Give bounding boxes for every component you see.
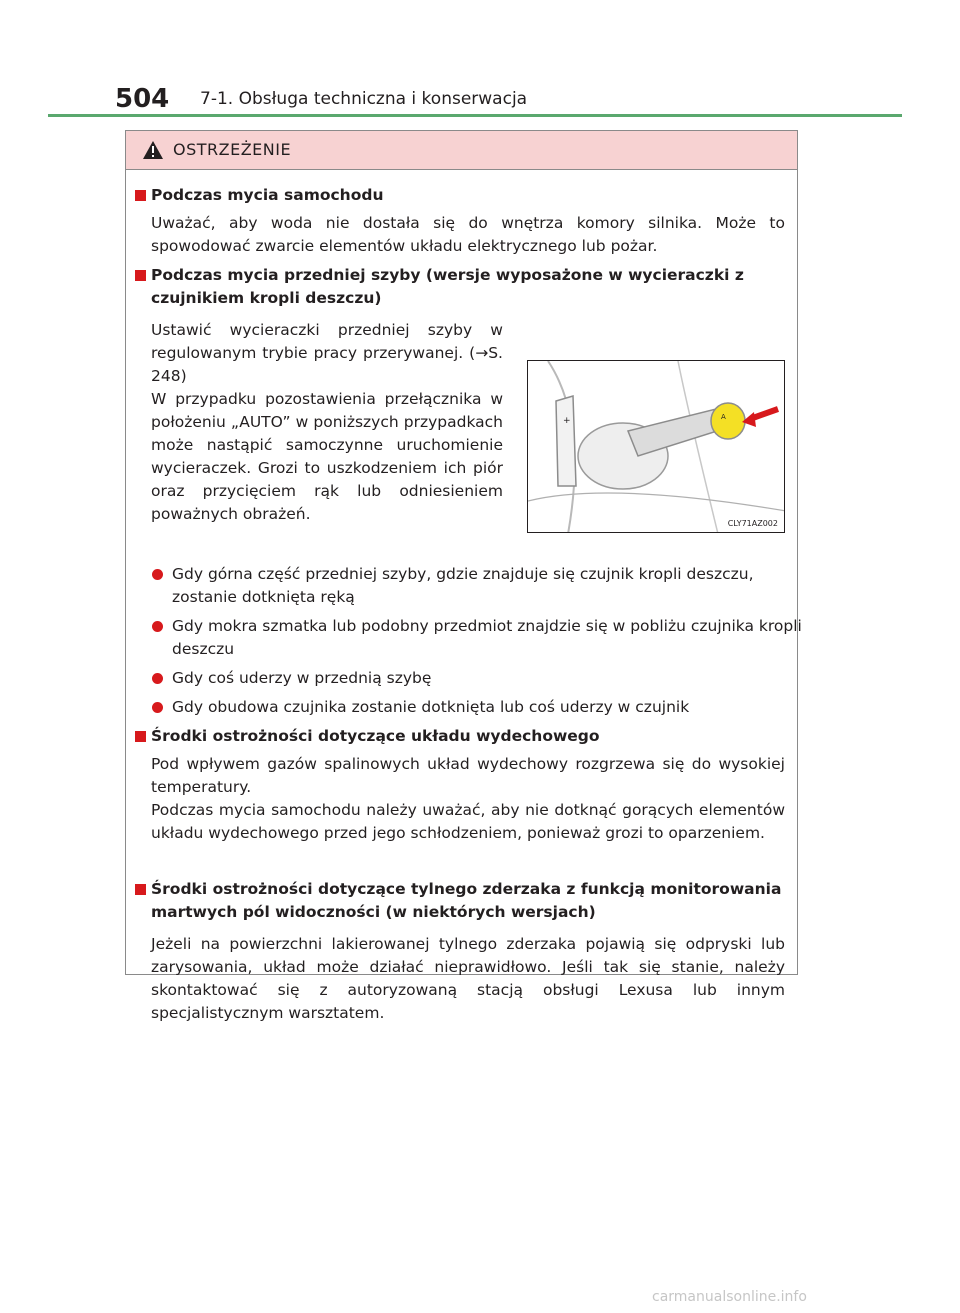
section-text: Ustawić wycieraczki przedniej szyby w regulowanym trybie pracy przerywanej. (→S. 248) W przypadku pozostawienia przełącznika w położeniu „AUTO” w poniższych przypadkach może nastąpić samoczynne uruchomienie wycieraczek. Grozi to uszkodzeniem ich piór oraz przycięciem rąk lub odniesieniem poważnych obrażeń. (151, 321, 503, 523)
section-text: Uważać, aby woda nie dostała się do wnętrza komory silnika. Może to spowodować zwarcie elementów układu elektrycznego lub pożar. (151, 214, 785, 255)
page-header (100, 78, 900, 118)
red-dot-icon (152, 673, 163, 684)
figure-code: CLY71AZ002 (727, 519, 778, 528)
svg-text:+: + (563, 416, 571, 426)
watermark: carmanualsonline.info (652, 1289, 807, 1305)
section-text: Pod wpływem gazów spalinowych układ wydechowy rozgrzewa się do wysokiej temperatury. Podczas mycia samochodu należy uważać, aby nie dotknąć gorących elementów układu wydechowego przed jego schłodzeniem, ponieważ grozi to oparzeniem. (151, 755, 785, 842)
section-text: Jeżeli na powierzchni lakierowanej tylnego zderzaka pojawią się odpryski lub zarysowania, układ może działać nieprawidłowo. Jeśli tak się stanie, należy skontaktować się z autoryzowaną stacją obsługi Lexusa lub innym specjalistycznym warsztatem. (151, 935, 785, 1022)
section-title: 7-1. Obsługa techniczna i konserwacja (200, 89, 528, 109)
red-dot-icon (152, 569, 163, 580)
section-heading: Podczas mycia przedniej szyby (wersje wyposażone w wycieraczki z czujnikiem kropli deszczu) (132, 264, 791, 310)
svg-text:A: A (721, 413, 726, 421)
red-square-icon (135, 731, 146, 742)
red-square-icon (135, 270, 146, 281)
warning-box (125, 130, 802, 1022)
red-dot-icon (152, 621, 163, 632)
warning-title: OSTRZEŻENIE (173, 140, 292, 159)
red-dot-icon (152, 702, 163, 713)
bullet-item: Gdy górna część przedniej szyby, gdzie znajduje się czujnik kropli deszczu, zostanie dotknięta ręką (151, 563, 808, 609)
bullet-item: Gdy obudowa czujnika zostanie dotknięta lub coś uderzy w czujnik (151, 696, 808, 719)
page-number: 504 (115, 84, 170, 114)
section-heading: Środki ostrożności dotyczące tylnego zderzaka z funkcją monitorowania martwych pól widoczności (w niektórych wersjach) (132, 878, 791, 924)
bullet-item: Gdy mokra szmatka lub podobny przedmiot znajdzie się w pobliżu czujnika kropli deszczu (151, 615, 808, 661)
wiper-switch-illustration (527, 360, 785, 533)
header-rule (48, 114, 902, 117)
warning-header (126, 131, 797, 170)
section-heading: Podczas mycia samochodu (132, 184, 791, 207)
warning-triangle-icon (142, 140, 164, 160)
bullet-item: Gdy coś uderzy w przednią szybę (151, 667, 808, 690)
section-heading: Środki ostrożności dotyczące układu wydechowego (132, 725, 791, 748)
red-square-icon (135, 190, 146, 201)
red-square-icon (135, 884, 146, 895)
